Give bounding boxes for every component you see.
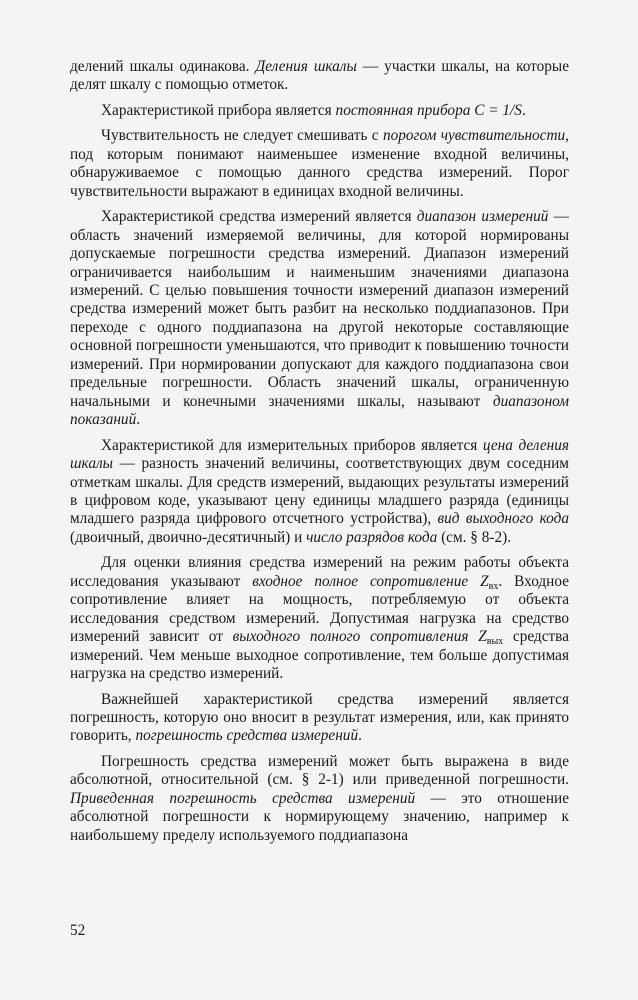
- text-run: .: [136, 411, 141, 429]
- italic-term: диапазоном показаний: [70, 392, 569, 429]
- paragraph-6: [70, 554, 569, 683]
- italic-term: погрешность средства измерений: [135, 727, 359, 745]
- text-run: Важнейшей характеристикой средства измерений является погрешность, которую оно вносит в результат измерения, или, как принято говорить,: [70, 690, 569, 745]
- paragraph-8: [70, 753, 569, 845]
- text-run: — это отношение абсолютной погрешности к нормирующему значению, например к наибольшему пределу используемого поддиапазона: [70, 789, 569, 844]
- text-run: Характеристикой средства измерений является: [101, 208, 417, 226]
- text-run: делений шкалы одинакова.: [70, 58, 256, 75]
- italic-term: число разрядов кода: [306, 528, 438, 546]
- italic-term: постоянная прибора C = 1/S: [335, 101, 522, 119]
- text-run: .: [521, 101, 526, 119]
- italic-term: Приведенная погрешность средства измерений: [70, 789, 416, 807]
- italic-term: выходного полного сопротивления Z: [232, 628, 487, 646]
- paragraph-4: [70, 208, 569, 429]
- paragraph-3: [70, 127, 569, 201]
- text-run: (см. § 8-2).: [437, 528, 512, 546]
- page-number: 52: [70, 922, 86, 939]
- text-run: средства измерений. Чем меньше выходное сопротивление, тем больше допустимая нагрузка на средство измерений.: [70, 628, 569, 683]
- text-run: — область значений измеряемой величины, для которой нормированы допускаемые погрешности средства измерений. Диапазон измерений ограничивается наибольшим и наименьшим значениями диапазона измерений. С целью повышения точности измерений диапазон измерений средства измерений может быть разбит на несколько поддиапазонов. При переходе с одного поддиапазона на другой некоторые составляющие основной погрешности уменьшаются, что приводит к повышению точности измерений. При нормировании допускают для каждого поддиапазона свои предельные погрешности. Область значений шкалы, ограниченную начальными и конечными значениями шкалы, называют: [70, 208, 569, 410]
- italic-term: цена деления шкалы: [70, 436, 569, 473]
- italic-term: входное полное сопротивление Z: [252, 572, 489, 590]
- text-run: Характеристикой прибора является: [101, 101, 336, 119]
- text-run: Погрешность средства измерений может быть выражена в виде абсолютной, относительной (см. § 2-1) или приведенной погрешности.: [70, 752, 569, 789]
- italic-term: диапазон измерений: [416, 208, 549, 226]
- subscript-text: вх: [488, 580, 499, 592]
- subscript-text: вых: [486, 636, 504, 648]
- text-run: Чувствительность не следует смешивать с: [101, 127, 383, 145]
- text-run: . Входное сопротивление влияет на мощность, потребляемую от объекта исследования средством измерений. Допустимая нагрузка на средство измерений зависит от: [70, 572, 569, 646]
- text-run: (двоичный, двоично-десятичный) и: [70, 528, 307, 546]
- text-run: , под которым понимают наименьшее изменение входной величины, обнаруживаемое с помощью данного средства измерений. Порог чувствительности выражают в единицах входной величины.: [70, 127, 569, 200]
- italic-term: Деления шкалы: [255, 58, 357, 75]
- italic-term: порогом чувствительности: [382, 127, 566, 145]
- text-page: [70, 58, 569, 845]
- text-run: .: [358, 727, 362, 745]
- paragraph-5: [70, 437, 569, 548]
- italic-term: вид выходного кода: [437, 510, 569, 528]
- text-run: — участки шкалы, на которые делят шкалу с помощью отметок.: [70, 58, 569, 94]
- paragraph-1: [70, 58, 569, 95]
- paragraph-2: [70, 102, 569, 120]
- text-run: Характеристикой для измерительных приборов является: [101, 436, 483, 454]
- text-run: — разность значений величины, соответствующих двум соседним отметкам шкалы. Для средств измерений, выдающих результаты измерений в цифровом коде, указывают цену единицы младшего разряда (единицы младшего разряда цифрового отсчетного устройства),: [70, 455, 569, 528]
- paragraph-7: [70, 691, 569, 746]
- text-run: Для оценки влияния средства измерений на режим работы объекта исследования указывают: [70, 554, 569, 590]
